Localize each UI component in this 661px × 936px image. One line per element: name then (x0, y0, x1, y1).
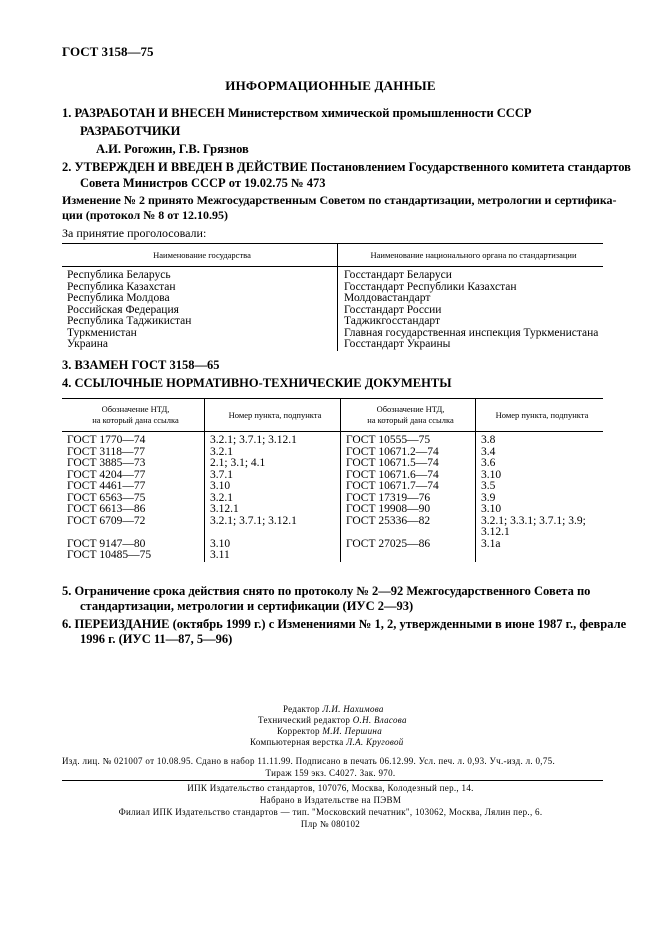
page-title: ИНФОРМАЦИОННЫЕ ДАННЫЕ (225, 78, 436, 93)
ref-doc-cell: ГОСТ 10485—75 (62, 550, 205, 562)
body-cell: Молдовастандарт (344, 292, 431, 304)
layout-name: Л.А. Круговой (346, 737, 404, 747)
document-code: ГОСТ 3158—75 (62, 44, 154, 59)
editor-line (283, 704, 384, 714)
ref-doc-cell: ГОСТ 3118—77 (62, 447, 205, 459)
refs-header-doc-right (341, 399, 476, 432)
ref-item-cell: 3.1а (481, 537, 501, 550)
item-1 (62, 106, 532, 121)
imprint-line4: Набрано в Издательстве на ПЭВМ (259, 795, 402, 805)
ref-doc-cell: ГОСТ 27025—86 (341, 539, 476, 551)
item-1-text: Министерством химической промышленности СССР (227, 106, 532, 120)
editor-label: Редактор (283, 704, 320, 714)
item-5-line1: 5. Ограничение срока действия снято по протоколу № 2—92 Межгосударственного Совета по (62, 584, 591, 598)
item-1-number: 1. (62, 106, 72, 120)
imprint-line2: Тираж 159 экз. С4027. Зак. 970. (265, 768, 396, 778)
corrector-label: Корректор (277, 726, 320, 736)
ref-doc-cell: ГОСТ 1770—74 (62, 432, 205, 447)
tech-editor-line (258, 715, 407, 725)
body-cell: Госстандарт Украины (344, 338, 451, 350)
item-2-heading: УТВЕРЖДЕН И ВВЕДЕН В ДЕЙСТВИЕ (74, 160, 308, 174)
country-cell: Российская Федерация (62, 305, 338, 317)
table-row (62, 516, 603, 539)
references-table (62, 398, 603, 562)
tech-editor-name: О.Н. Власова (352, 715, 407, 725)
item-2 (62, 160, 631, 175)
refs-header-doc-line2: на который дана ссылка (92, 415, 179, 425)
item-5-line2: стандартизации, метрологии и сертификации (ИУС 2—93) (80, 599, 414, 613)
table-row (62, 432, 603, 447)
ref-item-cell: 3.6 (481, 457, 496, 469)
ref-item-cell: 3.10 (481, 503, 502, 515)
developers-names: А.И. Рогожин, Г.В. Грязнов (96, 142, 249, 156)
country-cell: Республика Таджикистан (62, 316, 338, 328)
refs-header-doc-line1: Обозначение НТД, (101, 404, 170, 414)
change-2-line2: ции (протокол № 8 от 12.10.95) (62, 208, 229, 222)
imprint-line1: Изд. лиц. № 021007 от 10.08.95. Сдано в набор 11.11.99. Подписано в печать 06.12.99. Усл. печ. л. 0,93. Уч.-изд. л. 0,75. (62, 756, 555, 766)
item-2-text: Постановлением Государственного комитета стандартов (310, 160, 631, 174)
item-2-text-line2: Совета Министров СССР от 19.02.75 № 473 (80, 176, 326, 190)
ref-item-cell: 3.10 (205, 539, 341, 551)
country-cell: Украина (62, 339, 338, 351)
table-row (62, 481, 603, 493)
imprint-line5: Филиал ИПК Издательство стандартов — тип. "Московский печатник", 103062, Москва, Лялин пер., 6. (118, 807, 543, 817)
layout-label: Компьютерная верстка (250, 737, 344, 747)
body-cell: Госстандарт Беларуси (344, 269, 452, 281)
states-table-header-body: Наименование национального органа по стандартизации (338, 244, 604, 267)
imprint-divider (62, 780, 603, 781)
ref-item-cell: 3.2.1; 3.7.1; 3.12.1 (205, 432, 341, 447)
ref-doc-cell: ГОСТ 19908—90 (341, 504, 476, 516)
tech-editor-label: Технический редактор (258, 715, 351, 725)
table-row (62, 458, 603, 470)
change-2-line1: Изменение № 2 принято Межгосударственным Советом по стандартизации, метрологии и сертифика- (62, 193, 617, 207)
ref-doc-cell: ГОСТ 6709—72 (62, 516, 205, 539)
developers-heading: РАЗРАБОТЧИКИ (80, 124, 181, 138)
ref-doc-cell: ГОСТ 4204—77 (62, 470, 205, 482)
ref-item-cell: 3.11 (205, 550, 341, 562)
ref-doc-cell: ГОСТ 10671.6—74 (341, 470, 476, 482)
refs-header-item-right: Номер пункта, подпункта (476, 399, 604, 432)
refs-header-doc-line1: Обозначение НТД, (376, 404, 445, 414)
imprint-line3: ИПК Издательство стандартов, 107076, Москва, Колодезный пер., 14. (187, 783, 474, 793)
states-table (62, 243, 603, 351)
item-6-line2: 1996 г. (ИУС 11—87, 5—96) (80, 632, 233, 646)
ref-doc-cell: ГОСТ 10671.2—74 (341, 447, 476, 459)
country-cell: Республика Казахстан (62, 282, 338, 294)
ref-item-cell: 3.4 (481, 445, 496, 458)
ref-item-cell: 3.2.1; 3.3.1; 3.7.1; 3.9; 3.12.1 (481, 514, 586, 538)
item-3: 3. ВЗАМЕН ГОСТ 3158—65 (62, 358, 220, 372)
table-row (62, 293, 603, 305)
refs-header-doc-left (62, 399, 205, 432)
ref-doc-cell: ГОСТ 25336—82 (341, 516, 476, 539)
ref-item-cell: 2.1; 3.1; 4.1 (205, 458, 341, 470)
ref-item-cell: 3.7.1 (205, 470, 341, 482)
refs-header-item-left: Номер пункта, подпункта (205, 399, 341, 432)
country-cell: Республика Беларусь (62, 267, 338, 282)
layout-line (250, 737, 404, 747)
item-4: 4. ССЫЛОЧНЫЕ НОРМАТИВНО-ТЕХНИЧЕСКИЕ ДОКУМЕНТЫ (62, 376, 452, 390)
imprint-line6: Плр № 080102 (300, 819, 361, 829)
ref-doc-cell: ГОСТ 10555—75 (341, 432, 476, 447)
voted-label: За принятие проголосовали: (62, 226, 207, 240)
ref-item-cell: 3.12.1 (205, 504, 341, 516)
body-cell: Таджикгосстандарт (344, 315, 441, 327)
ref-item-cell (476, 550, 604, 562)
item-2-number: 2. (62, 160, 72, 174)
corrector-line (277, 726, 382, 736)
ref-doc-cell: ГОСТ 10671.7—74 (341, 481, 476, 493)
ref-item-cell: 3.8 (481, 434, 496, 446)
refs-header-doc-line2: на который дана ссылка (367, 415, 454, 425)
ref-item-cell: 3.2.1 (205, 447, 341, 459)
ref-doc-cell: ГОСТ 17319—76 (341, 493, 476, 505)
table-row (62, 339, 603, 351)
ref-doc-cell: ГОСТ 10671.5—74 (341, 458, 476, 470)
body-cell: Госстандарт Республики Казахстан (344, 280, 517, 293)
body-cell: Главная государственная инспекция Туркменистана (344, 326, 599, 339)
ref-doc-cell: ГОСТ 4461—77 (62, 481, 205, 493)
table-row (62, 316, 603, 328)
ref-doc-cell: ГОСТ 6613—86 (62, 504, 205, 516)
corrector-name: М.И. Першина (322, 726, 382, 736)
body-cell: Госстандарт России (344, 303, 442, 316)
country-cell: Туркменистан (62, 328, 338, 340)
editor-name: Л.И. Нахимова (322, 704, 384, 714)
ref-doc-cell: ГОСТ 3885—73 (62, 458, 205, 470)
item-6-line1: 6. ПЕРЕИЗДАНИЕ (октябрь 1999 г.) с Изменениями № 1, 2, утвержденными в июне 1987 г., феврале (62, 617, 627, 631)
table-row (62, 328, 603, 340)
ref-doc-cell: ГОСТ 6563—75 (62, 493, 205, 505)
ref-item-cell: 3.2.1; 3.7.1; 3.12.1 (205, 516, 341, 539)
item-1-heading: РАЗРАБОТАН И ВНЕСЕН (74, 106, 225, 120)
country-cell: Республика Молдова (62, 293, 338, 305)
ref-doc-cell (341, 550, 476, 562)
ref-item-cell: 3.5 (481, 480, 496, 492)
states-table-header-country: Наименование государства (62, 244, 338, 267)
ref-item-cell: 3.10 (205, 481, 341, 493)
table-row (62, 504, 603, 516)
table-row (62, 550, 603, 562)
ref-doc-cell: ГОСТ 9147—80 (62, 539, 205, 551)
table-row (62, 267, 603, 282)
ref-item-cell: 3.10 (481, 468, 502, 481)
ref-item-cell: 3.9 (481, 491, 496, 504)
ref-item-cell: 3.2.1 (205, 493, 341, 505)
